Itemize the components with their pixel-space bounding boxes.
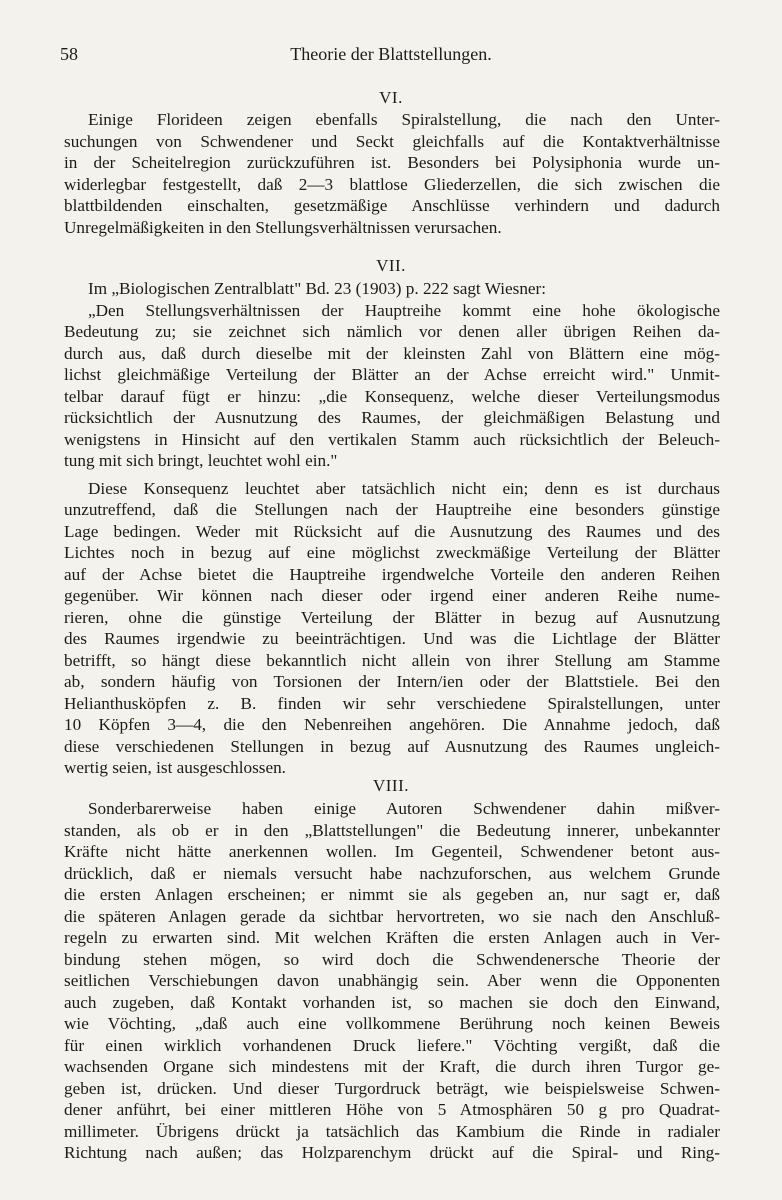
text-line: wachsenden Organe sich mindestens mit der Kraft, die durch ihren Turgor ge-	[64, 1057, 720, 1076]
text-line: telbar darauf fügt er hinzu: „die Konsequenz, welche dieser Verteilungsmodus	[64, 386, 720, 406]
text-line: Einige Florideen zeigen ebenfalls Spiralstellung, die nach den Unter-	[88, 110, 720, 129]
text-line: Sonderbarerweise haben einige Autoren Schwendener dahin mißver-	[88, 799, 720, 818]
text-line: durch aus, daß durch dieselbe mit der kleinsten Zahl von Blättern eine mög-	[64, 343, 720, 363]
section-heading-viii: VIII.	[372, 776, 409, 795]
text-line: seitlichen Verschiebungen davon unabhängig sein. Aber wenn die Opponenten	[64, 971, 720, 990]
text-line: ab, sondern häufig von Torsionen der Intern/ien oder der Blattstiele. Bei den	[64, 672, 720, 691]
text-line: millimeter. Übrigens drückt ja tatsächlich das Kambium die Rinde in radialer	[64, 1121, 720, 1141]
text-line: auch zugeben, daß Kontakt vorhanden ist, so machen sie doch den Einwand,	[64, 992, 720, 1012]
text-line: geben ist, drücken. Und dieser Turgordruck beträgt, wie beispielsweise Schwen-	[64, 1078, 720, 1098]
section-heading-vi: VI.	[379, 88, 403, 107]
text-line: die ersten Anlagen erscheinen; er nimmt sie als gegeben an, nur sagt er, daß	[64, 885, 720, 904]
text-line: Lichtes noch in bezug auf eine möglichst zweckmäßige Verteilung der Blätter	[64, 543, 720, 562]
text-line: diese verschiedenen Stellungen in bezug auf Ausnutzung des Raumes ungleich-	[64, 736, 720, 756]
text-line: dener anführt, bei einer mittleren Höhe von 5 Atmosphären 50 g pro Quadrat-	[64, 1100, 720, 1119]
text-line: bindung stehen mögen, so wird doch die Schwendenersche Theorie der	[64, 949, 720, 969]
text-line: in der Scheitelregion zurückzuführen ist. Besonders bei Polysiphonia wurde un-	[64, 153, 720, 172]
running-title: Theorie der Blattstellungen.	[290, 44, 492, 64]
text-line: 10 Köpfen 3—4, die den Nebenreihen angehören. Die Annahme jedoch, daß	[64, 715, 720, 734]
text-line: Richtung nach außen; das Holzparenchym drückt auf die Spiral- und Ring-	[64, 1143, 720, 1162]
text-line: die späteren Anlagen gerade da sichtbar hervortreten, wo sie nach den Anschluß-	[64, 906, 720, 926]
text-line: betrifft, so hängt diese bekanntlich nicht allein von ihrer Stellung am Stamme	[64, 650, 720, 670]
text-line: des Raumes irgendwie zu beeinträchtigen. Und was die Lichtlage der Blätter	[64, 629, 720, 648]
text-line: lichst gleichmäßige Verteilung der Blätter an der Achse erreicht wird." Unmit-	[64, 365, 720, 384]
page-header	[60, 44, 722, 68]
text-line: wenigstens in Hinsicht auf den vertikalen Stamm auch rücksichtlich der Beleuch-	[64, 429, 720, 449]
text-line: regeln zu erwarten sind. Mit welchen Kräften die ersten Anlagen auch in Ver-	[64, 928, 720, 947]
text-line: Unregelmäßigkeiten in den Stellungsverhältnissen verursachen.	[64, 217, 502, 237]
text-line: tung mit sich bringt, leuchtet wohl ein."	[64, 451, 338, 470]
text-line: wertig seien, ist ausgeschlossen.	[64, 758, 286, 777]
section-viii-text	[64, 798, 720, 1164]
section-vii-text	[64, 278, 720, 779]
text-line: suchungen von Schwendener und Seckt gleichfalls auf die Kontaktverhältnisse	[64, 131, 720, 151]
text-line: für einen wirklich vorhandenen Druck liefere." Vöchting vergißt, daß die	[64, 1035, 720, 1055]
text-line: Im „Biologischen Zentralblatt" Bd. 23 (1903) p. 222 sagt Wiesner:	[88, 279, 547, 298]
text-line: blattbildenden einschalten, gesetzmäßige Anschlüsse verhindern und dadurch	[64, 196, 720, 215]
page-number: 58	[60, 44, 78, 64]
text-line: auf der Achse bietet die Hauptreihe irgendwelche Vorteile den anderen Reihen	[64, 564, 720, 584]
text-line: drücklich, daß er niemals versucht habe nachzuforschen, aus welchem Grunde	[64, 863, 720, 883]
text-line: Lage bedingen. Weder mit Rücksicht auf die Ausnutzung des Raumes und des	[64, 521, 720, 541]
text-line: Diese Konsequenz leuchtet aber tatsächlich nicht ein; denn es ist durchaus	[88, 478, 720, 498]
text-line: „Den Stellungsverhältnissen der Hauptreihe kommt eine hohe ökologische	[88, 300, 720, 320]
text-line: rücksichtlich der Ausnutzung des Raumes, der gleichmäßigen Belastung und	[64, 408, 720, 427]
text-line: rieren, ohne die günstige Verteilung der Blätter in bezug auf Ausnutzung	[64, 607, 720, 627]
text-line: Helianthusköpfen z. B. finden wir sehr verschiedene Spiralstellungen, unter	[64, 693, 720, 713]
text-line: standen, als ob er in den „Blattstellungen" die Bedeutung innerer, unbekannter	[64, 820, 720, 840]
text-line: Bedeutung zu; sie zeichnet sich nämlich vor denen aller übrigen Reihen da-	[64, 322, 720, 341]
section-heading-vii: VII.	[376, 256, 406, 275]
text-line: widerlegbar festgestellt, daß 2—3 blattlose Gliederzellen, die sich zwischen die	[64, 174, 720, 194]
text-line: wie Vöchting, „daß auch eine vollkommene Berührung noch keinen Beweis	[64, 1014, 720, 1033]
text-line: Kräfte nicht hätte anerkennen wollen. Im Gegenteil, Schwendener betont aus-	[64, 842, 720, 861]
text-line: gegenüber. Wir können nach dieser oder irgend einer anderen Reihe nume-	[64, 586, 720, 605]
section-vi-text	[64, 109, 720, 238]
text-line: unzutreffend, daß die Stellungen nach der Hauptreihe eine besonders günstige	[64, 500, 720, 519]
